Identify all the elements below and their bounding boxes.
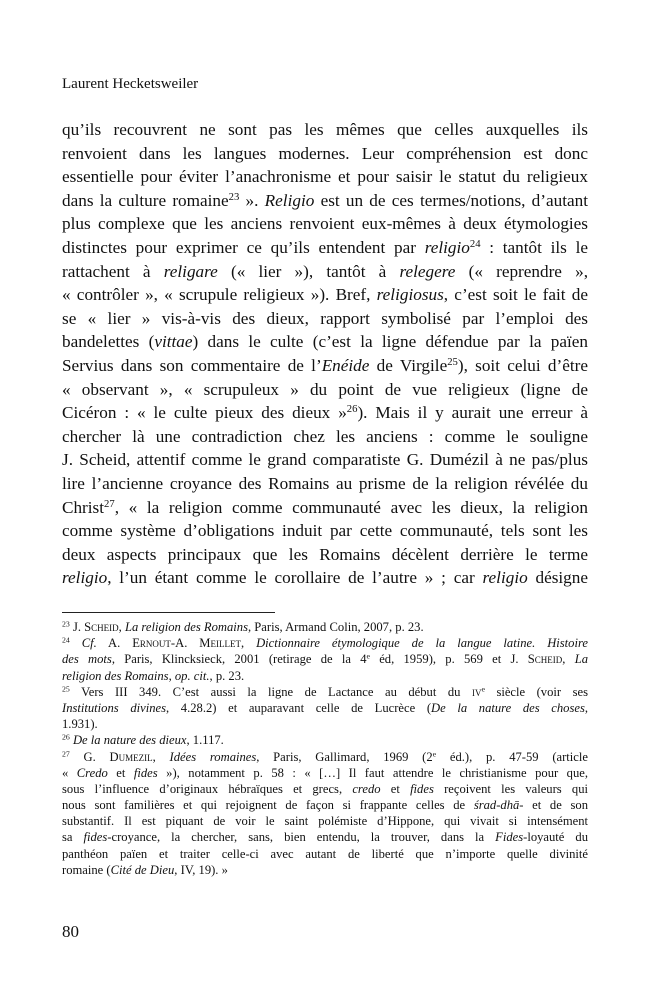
- footnote-line: [62, 862, 588, 878]
- text-segment: [70, 636, 82, 650]
- footnote-line: [62, 684, 588, 700]
- text-segment: substantif. Il est piquant de voir le saint polémiste d’Hippone, qui vivait si intensément: [62, 814, 588, 829]
- body-line: [62, 189, 588, 213]
- footnote-line: [62, 619, 588, 635]
- text-segment: de Virgile: [369, 355, 448, 375]
- text-segment: « contrôler », « scrupule religieux »). Bref,: [62, 285, 377, 305]
- italic-text: De la nature des choses: [431, 700, 585, 715]
- text-segment: et: [380, 781, 411, 796]
- italic-text: Enéide: [321, 355, 370, 375]
- italic-text: Idées romaines: [169, 749, 257, 764]
- body-line: [62, 307, 588, 331]
- italic-text: Cf.: [81, 636, 97, 651]
- text-segment: et de son: [523, 798, 588, 813]
- superscript: 27: [104, 498, 115, 510]
- superscript: 27: [62, 749, 70, 759]
- italic-text: credo: [352, 781, 381, 796]
- footnote-line: [62, 846, 588, 862]
- text-segment: siècle (voir ses: [484, 684, 588, 699]
- italic-text: Institutions divines: [62, 700, 166, 715]
- italic-text: vittae: [154, 332, 193, 352]
- text-segment: , l’un étant comme le corollaire de l’autre » ; car: [107, 568, 483, 588]
- text-segment: , 1.117.: [186, 733, 224, 748]
- footnote-line: [62, 635, 588, 651]
- italic-text: op. cit.: [174, 668, 210, 683]
- body-line: [62, 378, 588, 402]
- text-segment: est un de ces termes/notions, d’autant: [314, 190, 588, 210]
- italic-text: religion des Romains: [62, 668, 169, 683]
- text-segment: -A.: [170, 636, 200, 651]
- footnote-line: [62, 797, 588, 813]
- italic-text: fides: [133, 765, 158, 780]
- footnote-line: [62, 813, 588, 829]
- text-segment: chercher là une contradiction chez les anciens : comme le souligne: [62, 426, 588, 446]
- body-line: [62, 165, 588, 189]
- footnote-line: [62, 829, 588, 845]
- body-line: [62, 448, 588, 472]
- text-segment: ,: [562, 652, 575, 667]
- superscript: 24: [469, 239, 481, 251]
- text-segment: désigne: [527, 568, 588, 588]
- footnote-line: [62, 700, 588, 716]
- text-segment: éd, 1959), p. 569 et J.: [369, 652, 528, 667]
- text-segment: rattachent à: [62, 261, 164, 281]
- text-segment: dans la culture romaine: [62, 190, 229, 210]
- footnote-separator: [62, 612, 275, 613]
- text-segment: distinctes pour exprimer ce qu’ils entendent par: [62, 237, 425, 257]
- body-line: [62, 212, 588, 236]
- text-segment: Vers III 349. C’est aussi la ligne de Lactance au début du: [69, 684, 472, 699]
- italic-text: religiosus: [376, 285, 444, 305]
- superscript: 25: [447, 357, 458, 369]
- text-segment: , « la religion comme communauté avec les dieux, la religion: [114, 497, 588, 517]
- body-text: [62, 118, 588, 590]
- italic-text: religare: [163, 261, 218, 281]
- italic-text: religio: [482, 568, 528, 588]
- small-caps-name: Scheid: [527, 652, 563, 667]
- italic-text: religio: [62, 568, 108, 588]
- text-segment: (« reprendre »,: [455, 261, 588, 281]
- text-segment: Christ: [62, 497, 105, 517]
- text-segment: -croyance, la chercher, sans, bien entendu, la trouver, dans la: [107, 830, 496, 845]
- footnote-line: [62, 781, 588, 797]
- italic-text: fides: [83, 830, 108, 845]
- text-segment: ,: [584, 700, 589, 715]
- italic-text: fides: [410, 781, 434, 796]
- small-caps-name: Scheid: [84, 620, 119, 634]
- text-segment: -loyauté du: [523, 830, 588, 845]
- text-segment: ). Mais il y aurait une erreur à: [357, 403, 588, 423]
- small-caps-name: Meillet: [199, 636, 241, 651]
- text-segment: Cicéron : « le culte pieux des dieux »: [62, 403, 347, 423]
- body-line: [62, 283, 588, 307]
- body-line: [62, 472, 588, 496]
- text-segment: ), soit celui d’être: [457, 355, 588, 375]
- text-segment: Servius dans son commentaire de l’: [62, 355, 322, 375]
- text-segment: : tantôt ils le: [480, 237, 588, 257]
- text-segment: 1.931).: [62, 717, 98, 732]
- small-caps-name: iv: [471, 684, 482, 699]
- text-segment: , 4.28.2) et auparavant celle de Lucrèce (: [166, 700, 432, 715]
- italic-text: des mots: [62, 652, 112, 667]
- body-line: [62, 401, 588, 425]
- text-segment: renvoient dans les langues modernes. Leur compréhension est donc: [62, 143, 588, 163]
- body-line: [62, 142, 588, 166]
- text-segment: (« lier »), tantôt à: [217, 261, 400, 281]
- footnote-line: [62, 732, 588, 748]
- text-segment: nous sont familières et qui rejoignent de façon si frappante celles de: [62, 798, 474, 813]
- italic-text: śrad-dhā-: [473, 798, 524, 813]
- superscript: e: [432, 749, 437, 759]
- text-segment: »), notamment p. 58 : « […] Il faut attendre le christianisme pour que,: [157, 765, 588, 780]
- body-line: [62, 236, 588, 260]
- text-segment: ,: [240, 636, 257, 651]
- italic-text: Religio: [264, 190, 315, 210]
- text-segment: plus complexe que les anciens renvoient eux-mêmes à deux étymologies: [62, 214, 588, 234]
- text-segment: J.: [69, 620, 85, 634]
- text-segment: se « lier » vis-à-vis des dieux, rapport symbolisé par l’emploi des: [62, 308, 588, 328]
- superscript: e: [366, 652, 370, 662]
- small-caps-name: Ernout: [132, 636, 171, 651]
- text-segment: A.: [96, 636, 133, 651]
- text-segment: ) dans le culte (c’est la ligne défendue par la païen: [192, 332, 588, 352]
- text-segment: bandelettes (: [62, 332, 155, 352]
- text-segment: , Paris, Armand Colin, 2007, p. 23.: [248, 620, 424, 634]
- italic-text: Dictionnaire étymologique de la langue latine. Histoire: [256, 636, 589, 651]
- text-segment: « observant », « scrupuleux » du point de vue religieux (ligne de: [62, 379, 588, 399]
- footnote-line: [62, 651, 588, 667]
- text-segment: reçoivent les valeurs qui: [433, 781, 588, 796]
- text-segment: «: [62, 765, 77, 780]
- footnote-line: [62, 749, 588, 765]
- italic-text: La: [574, 652, 589, 667]
- footnote-line: [62, 716, 588, 732]
- text-segment: ,: [152, 749, 170, 764]
- italic-text: Cité de Dieu: [110, 862, 175, 877]
- italic-text: De la nature des dieux: [72, 733, 187, 748]
- text-segment: sous l’influence d’originaux hébraïques et grecs,: [62, 781, 353, 796]
- body-line: [62, 519, 588, 543]
- text-segment: et: [107, 765, 134, 780]
- text-segment: sa: [62, 830, 84, 845]
- small-caps-name: Dumezil: [109, 749, 153, 764]
- text-segment: ,: [168, 668, 175, 683]
- body-line: [62, 330, 588, 354]
- text-segment: deux aspects principaux que les Romains décèlent derrière le terme: [62, 544, 588, 564]
- text-segment: essentielle pour éviter l’anachronisme et pour saisir le statut du religieux: [62, 167, 588, 187]
- text-segment: ,: [118, 620, 125, 634]
- body-line: [62, 354, 588, 378]
- body-line: [62, 566, 588, 590]
- body-line: [62, 260, 588, 284]
- italic-text: Fides: [495, 830, 524, 845]
- text-segment: éd.), p. 47-59 (article: [436, 749, 588, 764]
- body-line: [62, 425, 588, 449]
- superscript: e: [481, 684, 485, 694]
- text-segment: , p. 23.: [209, 668, 245, 683]
- text-segment: panthéon païen et traiter celle-ci avec autant de liberté que n’importe quelle divinité: [62, 846, 588, 861]
- body-line: [62, 496, 588, 520]
- text-segment: lire l’ancienne croyance des Romains au prisme de la religion révélée du: [62, 473, 588, 493]
- italic-text: La religion des Romains: [124, 620, 248, 634]
- italic-text: religio: [424, 237, 470, 257]
- text-segment: G.: [69, 749, 110, 764]
- text-segment: comme système d’obligations induit par cette communauté, tels sont les: [62, 521, 588, 541]
- text-segment: qu’ils recouvrent ne sont pas les mêmes que celles auxquelles ils: [62, 120, 588, 139]
- text-segment: , c’est soit le fait de: [443, 285, 588, 305]
- body-line: [62, 118, 588, 142]
- body-line: [62, 543, 588, 567]
- superscript: 26: [346, 404, 358, 416]
- superscript: 23: [62, 619, 70, 629]
- italic-text: Credo: [76, 765, 108, 780]
- text-segment: romaine (: [62, 862, 111, 877]
- superscript: 25: [62, 684, 70, 694]
- superscript: 23: [228, 191, 240, 203]
- superscript: 24: [62, 635, 70, 645]
- text-segment: ».: [239, 190, 265, 210]
- superscript: 26: [62, 733, 70, 743]
- text-segment: , IV, 19). »: [174, 862, 228, 877]
- text-segment: J. Scheid, attentif comme le grand comparatiste G. Dumézil à ne pas/plus: [62, 450, 588, 470]
- footnotes: [62, 619, 588, 878]
- running-header-author: Laurent Hecketsweiler: [62, 76, 199, 92]
- italic-text: relegere: [399, 261, 456, 281]
- text-segment: , Paris, Gallimard, 1969 (2: [256, 749, 433, 764]
- text-segment: , Paris, Klincksieck, 2001 (retirage de la 4: [111, 652, 367, 667]
- page-number: 80: [62, 922, 79, 941]
- footnote-line: [62, 668, 588, 684]
- footnote-line: [62, 765, 588, 781]
